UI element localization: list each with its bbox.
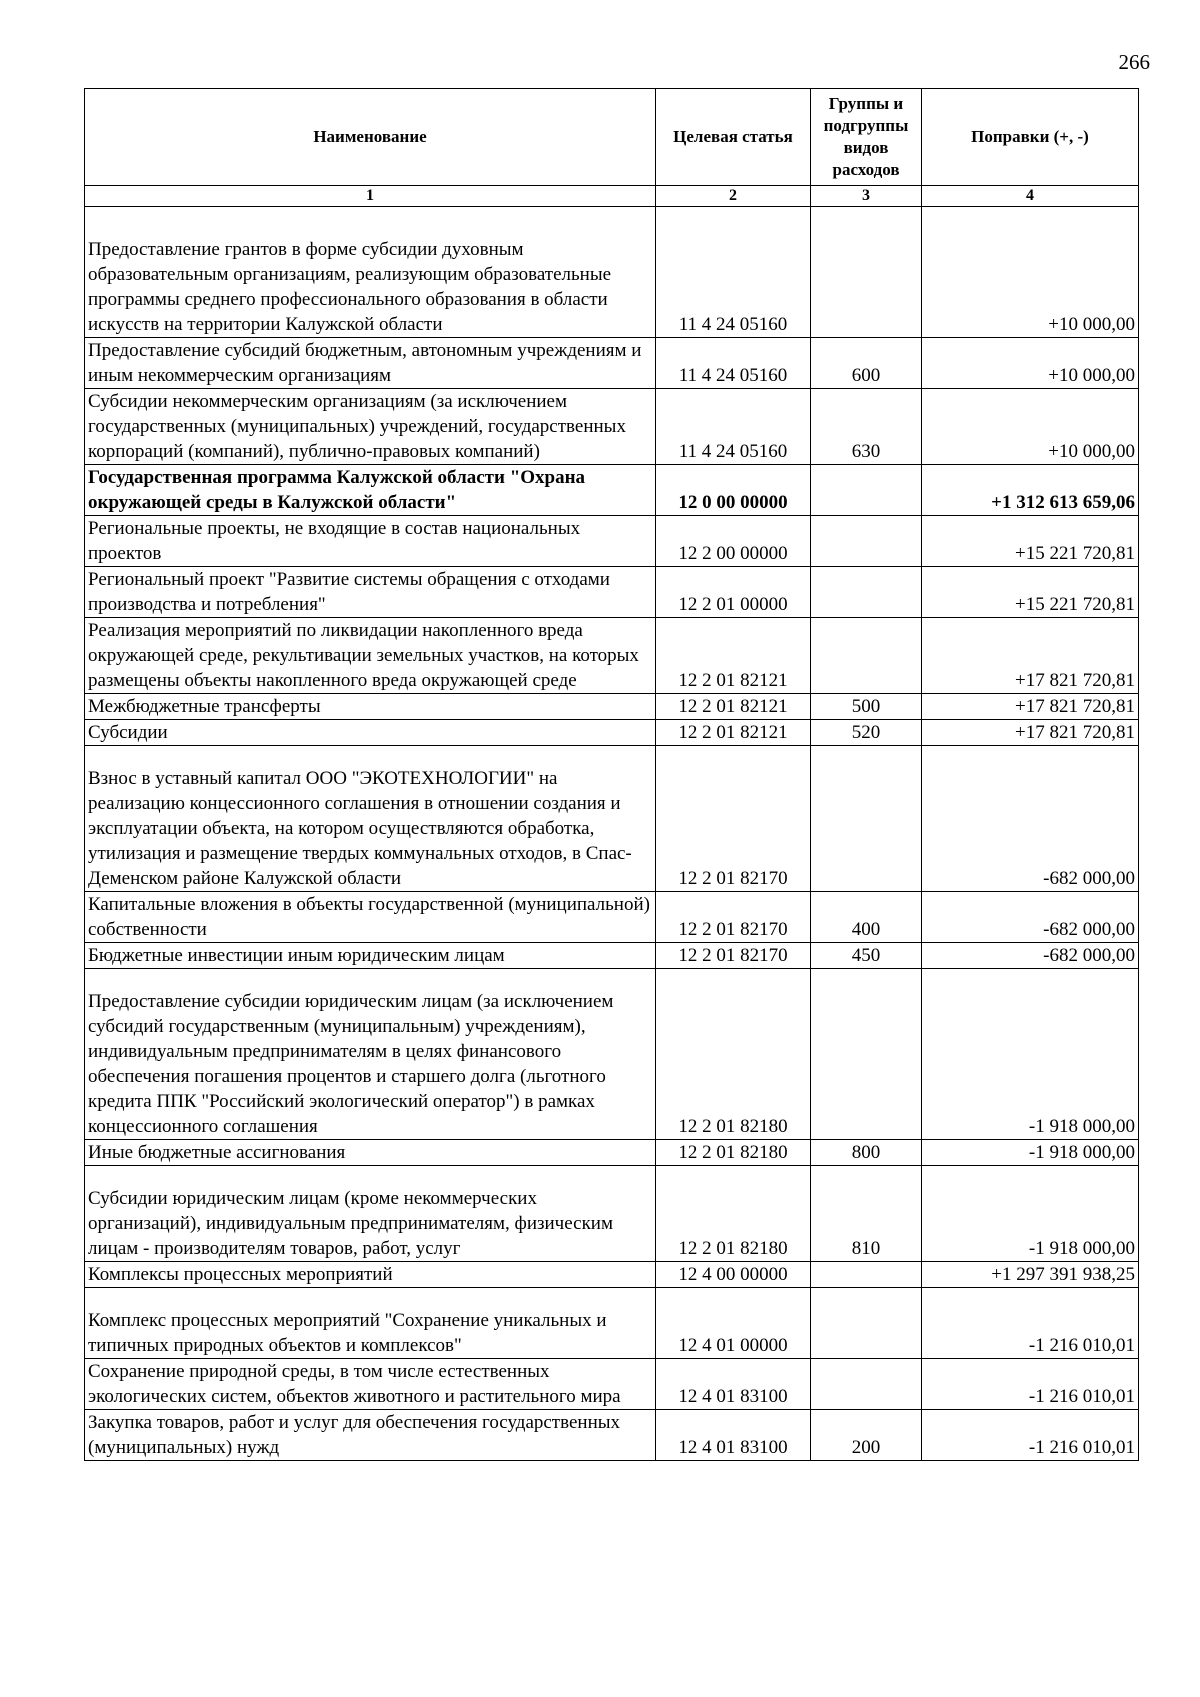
table-row xyxy=(85,1166,1139,1262)
row-amount: +15 221 720,81 xyxy=(922,516,1139,567)
table-row xyxy=(85,1288,1139,1359)
row-amount: +17 821 720,81 xyxy=(922,618,1139,694)
row-expense-group xyxy=(811,207,922,338)
row-amount: -1 918 000,00 xyxy=(922,1140,1139,1166)
table-row xyxy=(85,720,1139,746)
row-expense-group: 500 xyxy=(811,694,922,720)
row-name: Предоставление субсидий бюджетным, автономным учреждениям и иным некоммерческим организациям xyxy=(85,338,656,389)
row-target-article: 11 4 24 05160 xyxy=(656,338,811,389)
table-row xyxy=(85,1410,1139,1461)
row-target-article: 12 0 00 00000 xyxy=(656,465,811,516)
row-target-article: 12 2 01 82180 xyxy=(656,1166,811,1262)
row-target-article: 12 2 01 00000 xyxy=(656,567,811,618)
row-name: Региональные проекты, не входящие в состав национальных проектов xyxy=(85,516,656,567)
row-expense-group: 800 xyxy=(811,1140,922,1166)
header-target-article: Целевая статья xyxy=(656,89,811,186)
row-name: Субсидии юридическим лицам (кроме некоммерческих организаций), индивидуальным предпринимателям, физическим лицам - производителям товаров, работ, услуг xyxy=(85,1166,656,1262)
column-number-3: 3 xyxy=(811,186,922,207)
row-amount: +10 000,00 xyxy=(922,338,1139,389)
row-expense-group xyxy=(811,567,922,618)
table-row xyxy=(85,1140,1139,1166)
header-amendments: Поправки (+, -) xyxy=(922,89,1139,186)
column-number-2: 2 xyxy=(656,186,811,207)
row-amount: +17 821 720,81 xyxy=(922,720,1139,746)
row-expense-group xyxy=(811,618,922,694)
row-name: Иные бюджетные ассигнования xyxy=(85,1140,656,1166)
row-expense-group: 630 xyxy=(811,389,922,465)
row-target-article: 12 2 01 82121 xyxy=(656,694,811,720)
table-body xyxy=(85,207,1139,1461)
header-name: Наименование xyxy=(85,89,656,186)
row-expense-group: 520 xyxy=(811,720,922,746)
row-name: Сохранение природной среды, в том числе естественных экологических систем, объектов животного и растительного мира xyxy=(85,1359,656,1410)
row-amount: -1 216 010,01 xyxy=(922,1359,1139,1410)
row-target-article: 12 4 01 00000 xyxy=(656,1288,811,1359)
row-name: Межбюджетные трансферты xyxy=(85,694,656,720)
row-name: Региональный проект "Развитие системы обращения с отходами производства и потребления" xyxy=(85,567,656,618)
row-target-article: 12 2 01 82180 xyxy=(656,969,811,1140)
row-amount: -1 216 010,01 xyxy=(922,1410,1139,1461)
row-amount: +10 000,00 xyxy=(922,389,1139,465)
row-name: Взнос в уставный капитал ООО "ЭКОТЕХНОЛОГИИ" на реализацию концессионного соглашения в отношении создания и эксплуатации объекта, на котором осуществляются обработка, утилизация и размещение твердых коммунальных отходов, в Спас-Деменском районе Калужской области xyxy=(85,746,656,892)
row-name: Субсидии xyxy=(85,720,656,746)
row-amount: -682 000,00 xyxy=(922,892,1139,943)
row-amount: -1 918 000,00 xyxy=(922,969,1139,1140)
table-row xyxy=(85,207,1139,338)
row-name: Предоставление субсидии юридическим лицам (за исключением субсидий государственным (муниципальным) учреждениям), индивидуальным предпринимателям в целях финансового обеспечения погашения процентов и старшего долга (льготного кредита ППК "Российский экологический оператор") в рамках концессионного соглашения xyxy=(85,969,656,1140)
row-name: Закупка товаров, работ и услуг для обеспечения государственных (муниципальных) нужд xyxy=(85,1410,656,1461)
row-expense-group: 200 xyxy=(811,1410,922,1461)
row-target-article: 11 4 24 05160 xyxy=(656,207,811,338)
row-target-article: 12 2 01 82121 xyxy=(656,618,811,694)
row-expense-group xyxy=(811,1288,922,1359)
table-row xyxy=(85,1262,1139,1288)
row-target-article: 12 2 01 82170 xyxy=(656,746,811,892)
row-expense-group: 450 xyxy=(811,943,922,969)
row-target-article: 11 4 24 05160 xyxy=(656,389,811,465)
page-number: 266 xyxy=(1118,50,1150,74)
header-row xyxy=(85,89,1139,186)
row-amount: +1 297 391 938,25 xyxy=(922,1262,1139,1288)
column-number-row xyxy=(85,186,1139,207)
table-row xyxy=(85,389,1139,465)
row-expense-group: 600 xyxy=(811,338,922,389)
row-expense-group xyxy=(811,465,922,516)
row-name: Капитальные вложения в объекты государственной (муниципальной) собственности xyxy=(85,892,656,943)
row-target-article: 12 2 00 00000 xyxy=(656,516,811,567)
row-expense-group: 400 xyxy=(811,892,922,943)
row-amount: -682 000,00 xyxy=(922,943,1139,969)
budget-table xyxy=(84,88,1139,1461)
table-row xyxy=(85,943,1139,969)
table-row xyxy=(85,1359,1139,1410)
row-target-article: 12 2 01 82170 xyxy=(656,892,811,943)
header-expense-groups: Группы и подгруппы видов расходов xyxy=(811,89,922,186)
row-target-article: 12 4 01 83100 xyxy=(656,1359,811,1410)
row-expense-group: 810 xyxy=(811,1166,922,1262)
table-row xyxy=(85,338,1139,389)
row-amount: -1 216 010,01 xyxy=(922,1288,1139,1359)
row-expense-group xyxy=(811,969,922,1140)
row-target-article: 12 4 01 83100 xyxy=(656,1410,811,1461)
row-name: Реализация мероприятий по ликвидации накопленного вреда окружающей среде, рекультивации земельных участков, на которых размещены объекты накопленного вреда окружающей среде xyxy=(85,618,656,694)
table-row xyxy=(85,892,1139,943)
row-expense-group xyxy=(811,1359,922,1410)
row-amount: +17 821 720,81 xyxy=(922,694,1139,720)
row-name: Комплекс процессных мероприятий "Сохранение уникальных и типичных природных объектов и комплексов" xyxy=(85,1288,656,1359)
table-row xyxy=(85,746,1139,892)
row-expense-group xyxy=(811,1262,922,1288)
table-row xyxy=(85,465,1139,516)
row-target-article: 12 2 01 82121 xyxy=(656,720,811,746)
row-target-article: 12 4 00 00000 xyxy=(656,1262,811,1288)
table-row xyxy=(85,694,1139,720)
row-amount: -1 918 000,00 xyxy=(922,1166,1139,1262)
column-number-1: 1 xyxy=(85,186,656,207)
row-name: Субсидии некоммерческим организациям (за исключением государственных (муниципальных) учреждений, государственных корпораций (компаний), публично-правовых компаний) xyxy=(85,389,656,465)
table-row xyxy=(85,969,1139,1140)
row-name: Государственная программа Калужской области "Охрана окружающей среды в Калужской области" xyxy=(85,465,656,516)
table-row xyxy=(85,516,1139,567)
column-number-4: 4 xyxy=(922,186,1139,207)
row-amount: +15 221 720,81 xyxy=(922,567,1139,618)
row-expense-group xyxy=(811,746,922,892)
row-amount: -682 000,00 xyxy=(922,746,1139,892)
row-amount: +1 312 613 659,06 xyxy=(922,465,1139,516)
row-name: Предоставление грантов в форме субсидии духовным образовательным организациям, реализующим образовательные программы среднего профессионального образования в области искусств на территории Калужской области xyxy=(85,207,656,338)
row-expense-group xyxy=(811,516,922,567)
row-target-article: 12 2 01 82170 xyxy=(656,943,811,969)
row-target-article: 12 2 01 82180 xyxy=(656,1140,811,1166)
row-amount: +10 000,00 xyxy=(922,207,1139,338)
row-name: Бюджетные инвестиции иным юридическим лицам xyxy=(85,943,656,969)
row-name: Комплексы процессных мероприятий xyxy=(85,1262,656,1288)
table-row xyxy=(85,567,1139,618)
table-row xyxy=(85,618,1139,694)
